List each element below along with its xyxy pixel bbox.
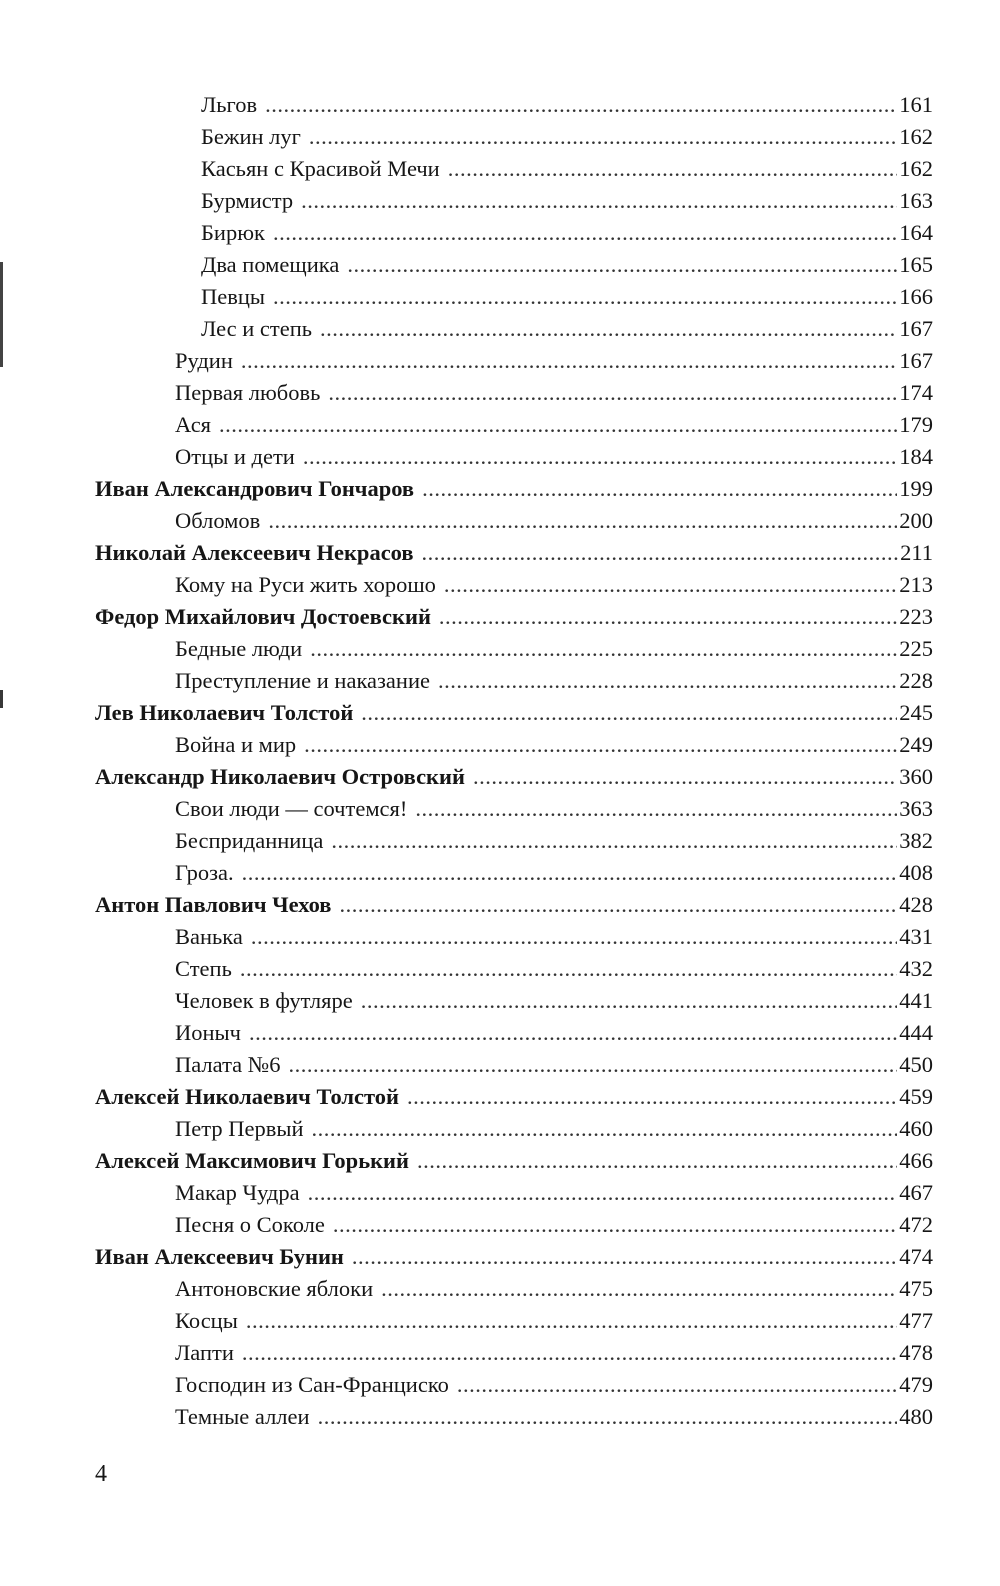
toc-work-entry [95,377,933,409]
toc-entry-page-number: 249 [899,732,933,757]
toc-entry-page-number: 245 [899,700,933,725]
toc-work-entry [95,1017,933,1049]
toc-work-entry [95,281,933,313]
table-of-contents [95,89,933,1433]
toc-entry-page-number: 467 [899,1180,933,1205]
toc-dot-leader [273,281,897,313]
toc-dot-leader [251,921,897,953]
toc-work-entry [95,1401,933,1433]
toc-entry-title: Гроза. [175,860,234,885]
toc-entry-title: Два помещика [201,252,340,277]
toc-dot-leader [241,345,897,377]
toc-work-entry [95,1209,933,1241]
toc-entry-page-number: 213 [899,572,933,597]
toc-entry-title: Антон Павлович Чехов [95,892,332,917]
toc-dot-leader [308,1177,898,1209]
toc-work-entry [95,313,933,345]
toc-entry-page-number: 165 [899,252,933,277]
toc-dot-leader [439,601,897,633]
toc-entry-title: Лес и степь [201,316,313,341]
toc-dot-leader [304,729,897,761]
toc-entry-title: Бежин луг [201,124,301,149]
toc-dot-leader [347,249,897,281]
toc-entry-page-number: 179 [899,412,933,437]
toc-dot-leader [310,633,897,665]
toc-work-entry [95,1369,933,1401]
toc-entry-title: Алексей Николаевич Толстой [95,1084,400,1109]
page-number: 4 [95,1461,107,1487]
toc-entry-title: Косцы [175,1308,238,1333]
toc-entry-page-number: 480 [899,1404,933,1429]
toc-entry-page-number: 161 [899,92,933,117]
toc-work-entry [95,1177,933,1209]
toc-entry-title: Петр Первый [175,1116,304,1141]
toc-dot-leader [333,1209,897,1241]
toc-entry-title: Песня о Соколе [175,1212,325,1237]
toc-author-entry [95,473,933,505]
toc-dot-leader [331,825,897,857]
toc-entry-title: Темные аллеи [175,1404,310,1429]
toc-dot-leader [320,313,897,345]
toc-author-entry [95,761,933,793]
toc-dot-leader [268,505,897,537]
toc-work-entry [95,1049,933,1081]
toc-entry-page-number: 363 [899,796,933,821]
toc-entry-page-number: 408 [899,860,933,885]
toc-dot-leader [417,1145,897,1177]
toc-entry-page-number: 432 [899,956,933,981]
toc-work-entry [95,1273,933,1305]
toc-work-entry [95,1305,933,1337]
toc-entry-title: Бурмистр [201,188,294,213]
toc-entry-title: Преступление и наказание [175,668,430,693]
toc-work-entry [95,953,933,985]
toc-entry-page-number: 184 [899,444,933,469]
toc-entry-page-number: 228 [899,668,933,693]
toc-dot-leader [318,1401,898,1433]
toc-entry-page-number: 428 [899,892,933,917]
toc-author-entry [95,1241,933,1273]
toc-entry-title: Господин из Сан-Франциско [175,1372,449,1397]
toc-entry-page-number: 225 [899,636,933,661]
toc-work-entry [95,185,933,217]
toc-dot-leader [438,665,897,697]
toc-entry-page-number: 474 [899,1244,933,1269]
toc-work-entry [95,345,933,377]
toc-entry-page-number: 163 [899,188,933,213]
toc-dot-leader [240,953,897,985]
toc-dot-leader [289,1049,898,1081]
toc-entry-title: Обломов [175,508,261,533]
toc-dot-leader [309,121,897,153]
toc-entry-title: Николай Алексеевич Некрасов [95,540,414,565]
toc-dot-leader [219,409,897,441]
toc-entry-title: Александр Николаевич Островский [95,764,465,789]
toc-work-entry [95,89,933,121]
toc-entry-title: Бедные люди [175,636,303,661]
toc-entry-title: Лев Николаевич Толстой [95,700,354,725]
toc-entry-page-number: 199 [899,476,933,501]
toc-dot-leader [415,793,897,825]
toc-entry-title: Бирюк [201,220,265,245]
toc-work-entry [95,857,933,889]
toc-entry-title: Ванька [175,924,243,949]
toc-work-entry [95,153,933,185]
toc-entry-title: Певцы [201,284,266,309]
toc-entry-page-number: 431 [899,924,933,949]
toc-author-entry [95,1145,933,1177]
toc-entry-title: Война и мир [175,732,297,757]
toc-entry-page-number: 472 [899,1212,933,1237]
toc-work-entry [95,793,933,825]
toc-entry-title: Бесприданница [175,828,324,853]
toc-entry-page-number: 444 [899,1020,933,1045]
toc-dot-leader [473,761,897,793]
toc-entry-page-number: 162 [899,124,933,149]
toc-entry-title: Рудин [175,348,233,373]
toc-entry-page-number: 441 [899,988,933,1013]
toc-entry-page-number: 167 [899,348,933,373]
toc-entry-page-number: 164 [899,220,933,245]
toc-entry-page-number: 162 [899,156,933,181]
toc-entry-page-number: 460 [899,1116,933,1141]
toc-dot-leader [444,569,897,601]
toc-dot-leader [407,1081,897,1113]
toc-dot-leader [303,441,897,473]
scan-edge-mark [0,690,3,708]
toc-dot-leader [381,1273,897,1305]
toc-dot-leader [339,889,897,921]
toc-dot-leader [457,1369,897,1401]
toc-work-entry [95,633,933,665]
toc-entry-page-number: 360 [899,764,933,789]
toc-entry-title: Первая любовь [175,380,321,405]
toc-author-entry [95,889,933,921]
toc-work-entry [95,985,933,1017]
toc-entry-page-number: 478 [899,1340,933,1365]
toc-author-entry [95,1081,933,1113]
toc-dot-leader [328,377,897,409]
toc-entry-title: Лапти [175,1340,234,1365]
toc-author-entry [95,537,933,569]
toc-dot-leader [422,537,899,569]
toc-author-entry [95,601,933,633]
toc-work-entry [95,217,933,249]
toc-dot-leader [249,1017,897,1049]
toc-entry-page-number: 382 [899,828,933,853]
toc-entry-page-number: 174 [899,380,933,405]
toc-entry-page-number: 167 [899,316,933,341]
toc-entry-title: Ася [175,412,212,437]
toc-entry-page-number: 459 [899,1084,933,1109]
toc-work-entry [95,921,933,953]
toc-entry-title: Иван Александрович Гончаров [95,476,415,501]
toc-entry-title: Степь [175,956,232,981]
toc-entry-title: Федор Михайлович Достоевский [95,604,431,629]
toc-entry-title: Свои люди — сочтемся! [175,796,408,821]
toc-dot-leader [273,217,897,249]
toc-entry-page-number: 450 [899,1052,933,1077]
toc-dot-leader [242,857,898,889]
toc-dot-leader [242,1337,897,1369]
toc-work-entry [95,121,933,153]
toc-author-entry [95,697,933,729]
toc-work-entry [95,249,933,281]
toc-dot-leader [301,185,897,217]
toc-entry-page-number: 477 [899,1308,933,1333]
toc-entry-page-number: 200 [899,508,933,533]
toc-dot-leader [352,1241,897,1273]
toc-work-entry [95,825,933,857]
toc-entry-title: Касьян с Красивой Мечи [201,156,440,181]
toc-dot-leader [312,1113,898,1145]
toc-entry-title: Ионыч [175,1020,241,1045]
toc-work-entry [95,665,933,697]
toc-entry-title: Льгов [201,92,258,117]
toc-work-entry [95,1113,933,1145]
toc-entry-title: Кому на Руси жить хорошо [175,572,436,597]
toc-work-entry [95,569,933,601]
toc-dot-leader [265,89,897,121]
toc-entry-page-number: 166 [899,284,933,309]
toc-entry-page-number: 223 [899,604,933,629]
toc-entry-page-number: 211 [900,540,933,565]
toc-dot-leader [246,1305,897,1337]
toc-dot-leader [361,985,898,1017]
toc-work-entry [95,505,933,537]
toc-entry-title: Иван Алексеевич Бунин [95,1244,344,1269]
toc-dot-leader [448,153,898,185]
toc-dot-leader [361,697,897,729]
toc-work-entry [95,729,933,761]
toc-entry-page-number: 475 [899,1276,933,1301]
toc-work-entry [95,441,933,473]
scan-edge-mark [0,262,3,367]
toc-work-entry [95,409,933,441]
toc-entry-page-number: 479 [899,1372,933,1397]
toc-entry-title: Макар Чудра [175,1180,300,1205]
toc-entry-title: Человек в футляре [175,988,353,1013]
toc-work-entry [95,1337,933,1369]
toc-entry-title: Алексей Максимович Горький [95,1148,409,1173]
toc-entry-title: Палата №6 [175,1052,281,1077]
toc-entry-page-number: 466 [899,1148,933,1173]
toc-dot-leader [422,473,897,505]
toc-entry-title: Отцы и дети [175,444,295,469]
toc-entry-title: Антоновские яблоки [175,1276,374,1301]
